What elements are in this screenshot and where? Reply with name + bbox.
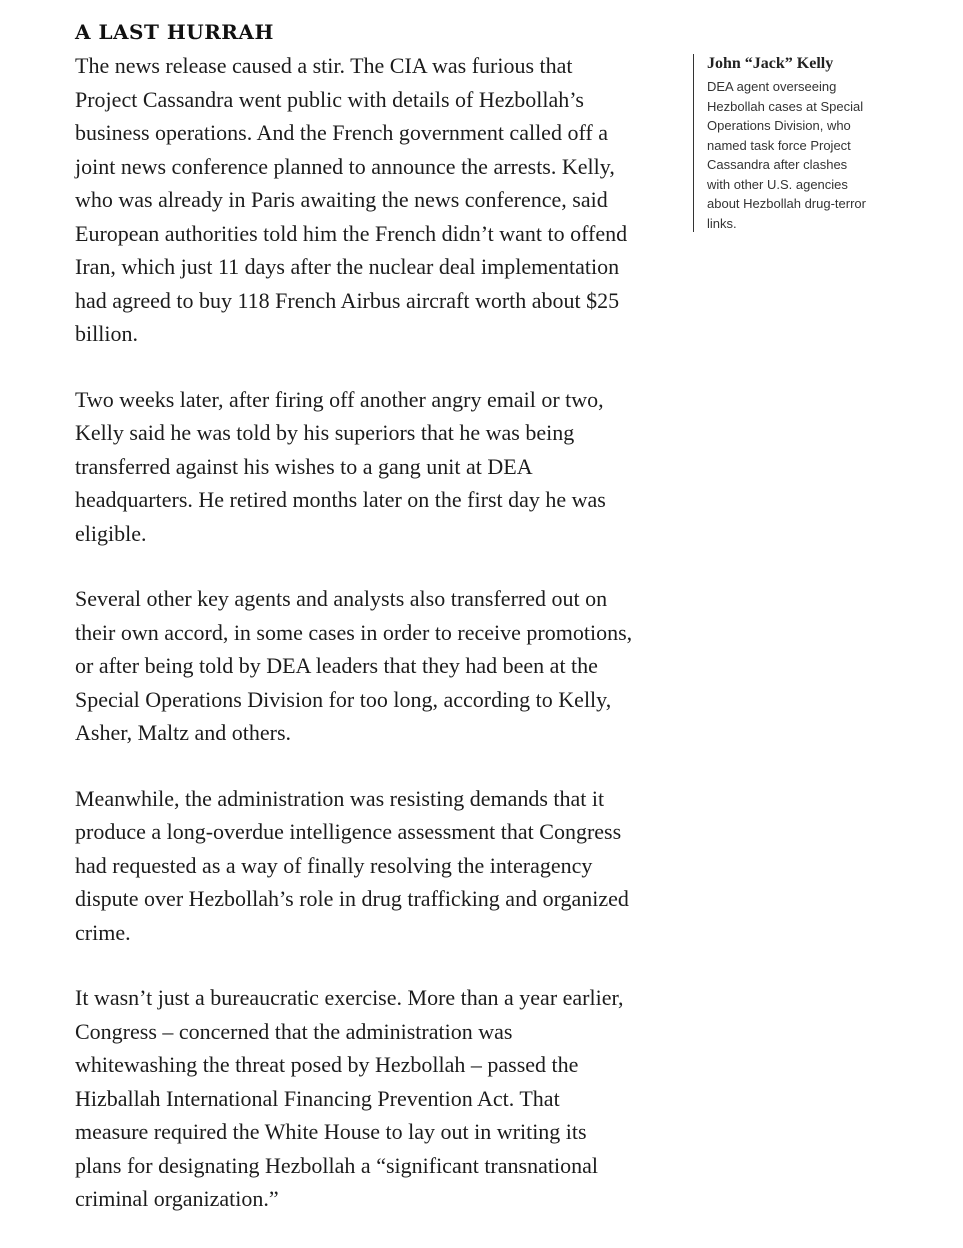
paragraph-line: had requested as a way of finally resolving the interagency	[75, 852, 593, 878]
paragraph-line: joint news conference planned to announce the arrests. Kelly,	[75, 153, 615, 179]
paragraph-2	[75, 383, 660, 551]
paragraph-line: headquarters. He retired months later on the first day he was	[75, 487, 606, 512]
paragraph-line: Hizballah International Financing Prevention Act. That	[75, 1085, 560, 1111]
section-heading: A LAST HURRAH	[75, 20, 274, 44]
sidebar-line: about Hezbollah drug-terror	[707, 196, 866, 211]
paragraph-line: Congress – concerned that the administration was	[75, 1018, 513, 1044]
sidebar-line: Operations Division, who	[707, 118, 851, 133]
article-body	[75, 49, 660, 1248]
paragraph-line: whitewashing the threat posed by Hezbollah – passed the	[75, 1052, 579, 1077]
paragraph-line: who was already in Paris awaiting the news conference, said	[75, 187, 608, 212]
paragraph-line: measure required the White House to lay out in writing its	[75, 1119, 587, 1144]
paragraph-line: Asher, Maltz and others.	[75, 720, 292, 745]
paragraph-line: crime.	[75, 919, 131, 945]
paragraph-line: Two weeks later, after firing off another angry email or two,	[75, 386, 604, 412]
paragraph-line: plans for designating Hezbollah a “significant transnational	[75, 1152, 598, 1178]
paragraph-line: produce a long-overdue intelligence assessment that Congress	[75, 819, 622, 844]
sidebar-person-name: John “Jack” Kelly	[707, 55, 834, 72]
sidebar-line: DEA agent overseeing	[707, 79, 837, 94]
paragraph-line: criminal organization.”	[75, 1186, 279, 1211]
paragraph-4	[75, 782, 660, 950]
paragraph-line: or after being told by DEA leaders that they had been at the	[75, 653, 598, 678]
sidebar-person-description	[707, 77, 897, 233]
paragraph-1	[75, 49, 660, 351]
paragraph-line: dispute over Hezbollah’s role in drug trafficking and organized	[75, 886, 629, 911]
paragraph-line: Iran, which just 11 days after the nuclear deal implementation	[75, 254, 620, 279]
paragraph-line: transferred against his wishes to a gang unit at DEA	[75, 453, 533, 479]
paragraph-line: It wasn’t just a bureaucratic exercise. More than a year earlier,	[75, 985, 624, 1010]
paragraph-line: billion.	[75, 321, 138, 346]
paragraph-line: Special Operations Division for too long, according to Kelly,	[75, 686, 612, 712]
paragraph-line: had agreed to buy 118 French Airbus aircraft worth about $25	[75, 287, 620, 313]
sidebar-line: with other U.S. agencies	[707, 176, 848, 192]
paragraph-line: business operations. And the French government called off a	[75, 120, 608, 145]
paragraph-line: their own accord, in some cases in order to receive promotions,	[75, 619, 633, 645]
sidebar-line: Hezbollah cases at Special	[707, 98, 864, 114]
paragraph-line: Meanwhile, the administration was resisting demands that it	[75, 785, 605, 811]
paragraph-5	[75, 981, 660, 1216]
paragraph-line: European authorities told him the French didn’t want to offend	[75, 220, 628, 246]
paragraph-line: The news release caused a stir. The CIA was furious that	[75, 53, 573, 78]
paragraph-line: Several other key agents and analysts also transferred out on	[75, 586, 608, 611]
paragraph-3	[75, 582, 660, 750]
sidebar-profile	[693, 54, 897, 232]
paragraph-line: Project Cassandra went public with details of Hezbollah’s	[75, 86, 584, 112]
sidebar-line: Cassandra after clashes	[707, 157, 848, 172]
sidebar-line: named task force Project	[707, 137, 851, 153]
paragraph-line: Kelly said he was told by his superiors that he was being	[75, 420, 575, 445]
sidebar-line: links.	[707, 215, 737, 231]
paragraph-line: eligible.	[75, 520, 147, 546]
